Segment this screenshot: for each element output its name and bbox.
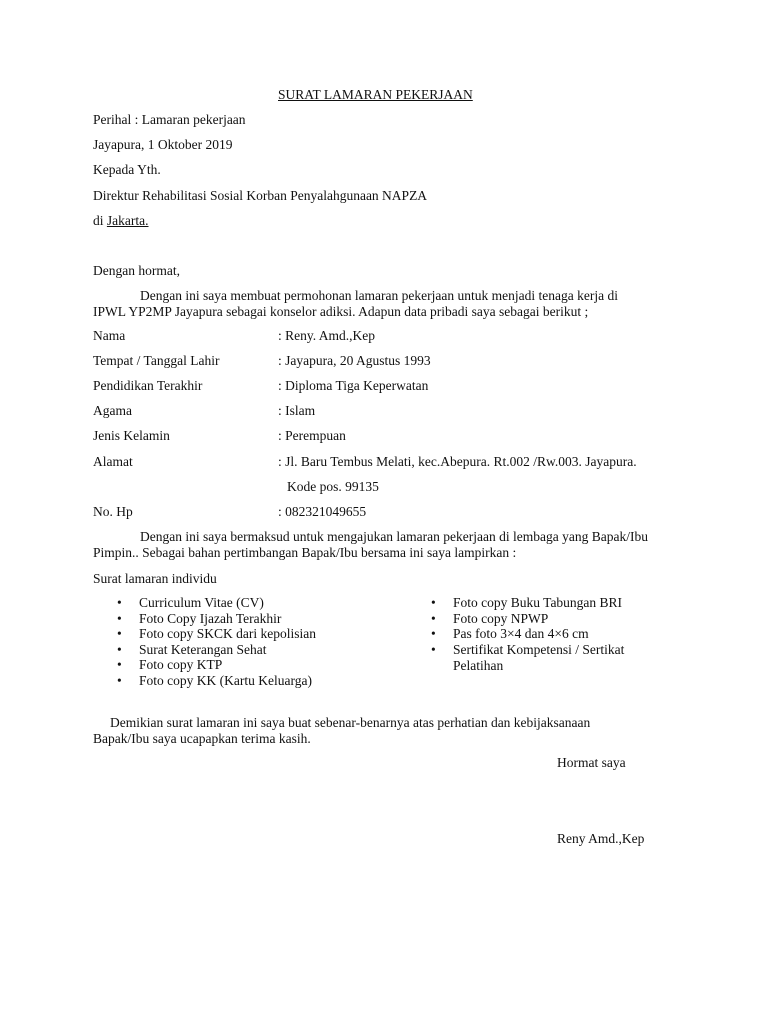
bullet-icon: •	[431, 626, 436, 641]
bullet-icon: •	[117, 626, 122, 641]
list-item-label: Foto copy KK (Kartu Keluarga)	[139, 672, 312, 688]
list-item-label: Curriculum Vitae (CV)	[139, 595, 264, 610]
location-city: Jakarta.	[106, 213, 149, 228]
list-item	[117, 657, 316, 673]
list-item-label: Sertifikat Kompetensi / Sertikat Pelatihan	[453, 641, 625, 673]
intro-line-1: Dengan ini saya membuat permohonan lamaran pekerjaan untuk menjadi tenaga kerja di	[140, 288, 618, 303]
subject-line: Perihal : Lamaran pekerjaan	[93, 112, 246, 127]
attachments-heading: Surat lamaran individu	[93, 571, 217, 586]
greeting: Dengan hormat,	[93, 263, 180, 278]
value-agama: : Islam	[278, 403, 316, 418]
value-pendidikan: : Diploma Tiga Keperwatan	[278, 378, 429, 393]
list-item	[431, 611, 643, 627]
recipient: Direktur Rehabilitasi Sosial Korban Penyalahgunaan NAPZA	[93, 188, 428, 203]
list-item	[117, 611, 316, 627]
purpose-line-1: Dengan ini saya bermaksud untuk mengajukan lamaran pekerjaan di lembaga yang Bapak/Ibu	[140, 529, 648, 544]
regards: Hormat saya	[557, 755, 626, 770]
location-prefix: di	[93, 213, 107, 228]
closing-line-2: Bapak/Ibu saya ucapapkan terima kasih.	[93, 731, 311, 746]
label-agama: Agama	[93, 403, 132, 418]
addressee-intro: Kepada Yth.	[93, 162, 161, 177]
value-jenis-kelamin: : Perempuan	[278, 428, 346, 443]
list-item-label: Foto Copy Ijazah Terakhir	[139, 610, 282, 626]
label-ttl: Tempat / Tanggal Lahir	[93, 353, 220, 368]
list-item	[431, 642, 643, 674]
bullet-icon: •	[117, 657, 122, 672]
letter-title: SURAT LAMARAN PEKERJAAN	[278, 87, 473, 102]
list-item	[431, 595, 643, 611]
closing-line-1: Demikian surat lamaran ini saya buat sebenar-benarnya atas perhatian dan kebijaksanaan	[110, 715, 591, 730]
list-item-label: Surat Keterangan Sehat	[139, 641, 267, 657]
label-hp: No. Hp	[93, 504, 133, 519]
bullet-icon: •	[117, 672, 122, 688]
value-ttl: : Jayapura, 20 Agustus 1993	[278, 353, 431, 368]
list-item	[431, 626, 643, 642]
bullet-icon: •	[431, 641, 436, 657]
bullet-icon: •	[431, 610, 436, 626]
attachments-left-list	[117, 595, 316, 688]
value-nama: : Reny. Amd.,Kep	[278, 328, 375, 343]
label-pendidikan: Pendidikan Terakhir	[93, 378, 203, 393]
value-kodepos: Kode pos. 99135	[287, 479, 379, 494]
recipient-location	[93, 213, 149, 229]
bullet-icon: •	[117, 610, 122, 626]
bullet-icon: •	[117, 641, 122, 657]
bullet-icon: •	[117, 595, 122, 610]
list-item-label: Foto copy SKCK dari kepolisian	[139, 626, 316, 641]
intro-line-2: IPWL YP2MP Jayapura sebagai konselor adiksi. Adapun data pribadi saya sebagai berikut ;	[93, 304, 589, 319]
list-item-label: Pas foto 3×4 dan 4×6 cm	[453, 626, 589, 641]
attachments-right-list	[431, 595, 643, 674]
label-nama: Nama	[93, 328, 126, 343]
list-item-label: Foto copy NPWP	[453, 610, 549, 626]
list-item	[117, 595, 316, 611]
signature-name: Reny Amd.,Kep	[557, 831, 645, 846]
value-hp: : 082321049655	[278, 504, 367, 519]
bullet-icon: •	[431, 595, 436, 610]
list-item-label: Foto copy Buku Tabungan BRI	[453, 595, 623, 610]
label-alamat: Alamat	[93, 454, 133, 469]
list-item	[117, 673, 316, 689]
value-alamat: : Jl. Baru Tembus Melati, kec.Abepura. Rt.002 /Rw.003. Jayapura.	[278, 454, 637, 469]
list-item	[117, 642, 316, 658]
list-item-label: Foto copy KTP	[139, 657, 223, 672]
list-item	[117, 626, 316, 642]
place-date: Jayapura, 1 Oktober 2019	[93, 137, 233, 152]
purpose-line-2: Pimpin.. Sebagai bahan pertimbangan Bapak/Ibu bersama ini saya lampirkan :	[93, 545, 517, 560]
label-jenis-kelamin: Jenis Kelamin	[93, 428, 170, 443]
